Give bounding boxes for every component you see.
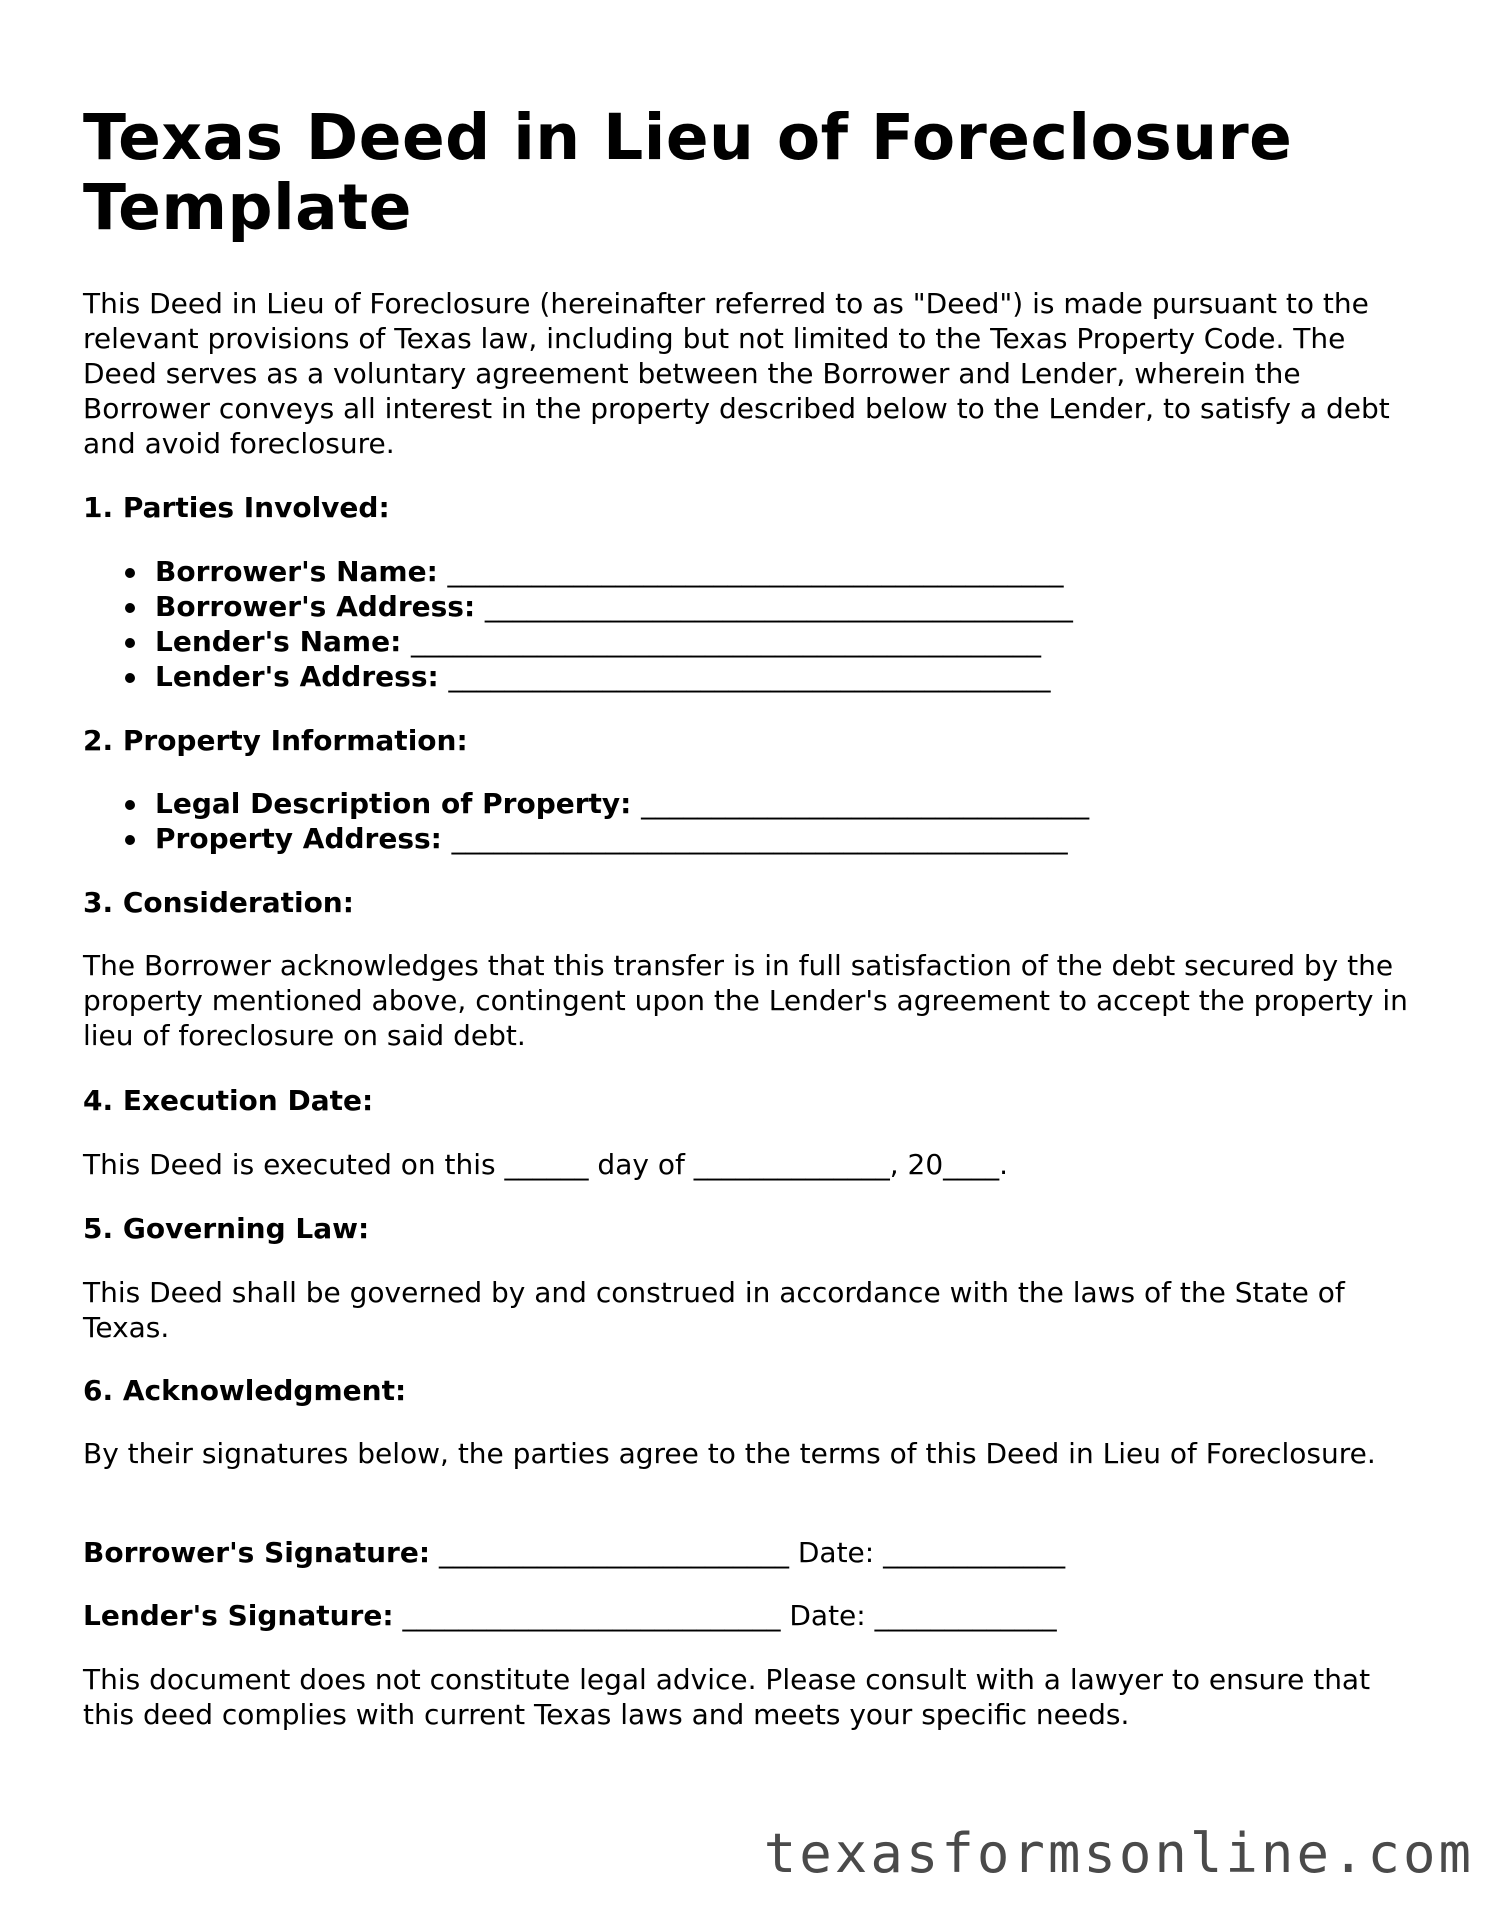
document-title: Texas Deed in Lieu of Foreclosure Template bbox=[83, 101, 1293, 244]
section-heading-consideration: 3. Consideration: bbox=[83, 886, 354, 919]
borrower-address-field bbox=[83, 589, 1413, 624]
disclaimer-paragraph: This document does not constitute legal advice. Please consult with a lawyer to ensure that this deed complies with current Texas laws and meets your specific needs. bbox=[83, 1663, 1371, 1731]
lender-signature-label: Lender's Signature: bbox=[83, 1599, 394, 1632]
section-heading-parties: 1. Parties Involved: bbox=[83, 491, 390, 524]
lender-signature-row bbox=[83, 1598, 1413, 1633]
execution-date-line: This Deed is executed on this ______ day of ______________, 20____. bbox=[83, 1148, 1009, 1181]
field-label: Borrower's Address: bbox=[155, 590, 476, 623]
lender-signature-line: ___________________________ bbox=[402, 1599, 781, 1632]
section-heading-governing-law: 5. Governing Law: bbox=[83, 1212, 370, 1245]
borrower-name-field bbox=[83, 554, 1413, 589]
legal-description-field bbox=[83, 786, 1413, 821]
lender-date-line: _____________ bbox=[874, 1599, 1057, 1632]
section-heading-execution: 4. Execution Date: bbox=[83, 1084, 374, 1117]
borrower-date-line: _____________ bbox=[883, 1536, 1066, 1569]
governing-law-paragraph: This Deed shall be governed by and construed in accordance with the laws of the State of Texas. bbox=[83, 1276, 1345, 1344]
property-address-field bbox=[83, 821, 1413, 856]
borrower-signature-line: _________________________ bbox=[438, 1536, 789, 1569]
borrower-signature-row bbox=[83, 1535, 1413, 1570]
parties-field-list bbox=[83, 554, 1413, 694]
field-label: Lender's Address: bbox=[155, 660, 439, 693]
property-field-list bbox=[83, 786, 1413, 856]
borrower-date-label: Date: bbox=[797, 1536, 875, 1569]
field-label: Legal Description of Property: bbox=[155, 787, 632, 820]
site-watermark: texasformsonline.com bbox=[763, 1822, 1474, 1885]
consideration-paragraph: The Borrower acknowledges that this transfer is in full satisfaction of the debt secured by the property mentioned above, contingent upon the Lender's agreement to accept the property in lieu of foreclosure on said debt. bbox=[83, 949, 1408, 1052]
fill-in-line: ________________________________ bbox=[641, 787, 1090, 820]
intro-paragraph: This Deed in Lieu of Foreclosure (hereinafter referred to as "Deed") is made pursuant to the relevant provisions of Texas law, including but not limited to the Texas Property Code. The Deed serves as a voluntary agreement between the Borrower and Lender, wherein the Borrower conveys all interest in the property described below to the Lender, to satisfy a debt and avoid foreclosure. bbox=[83, 287, 1390, 460]
section-heading-acknowledgment: 6. Acknowledgment: bbox=[83, 1374, 407, 1407]
field-label: Borrower's Name: bbox=[155, 555, 438, 588]
lender-address-field bbox=[83, 659, 1413, 694]
fill-in-line: _____________________________________________ bbox=[411, 625, 1042, 658]
fill-in-line: ____________________________________________ bbox=[451, 822, 1068, 855]
section-heading-property: 2. Property Information: bbox=[83, 724, 468, 757]
fill-in-line: __________________________________________ bbox=[484, 590, 1073, 623]
fill-in-line: ___________________________________________ bbox=[448, 660, 1051, 693]
lender-date-label: Date: bbox=[789, 1599, 866, 1632]
field-label: Lender's Name: bbox=[155, 625, 402, 658]
lender-name-field bbox=[83, 624, 1413, 659]
acknowledgment-paragraph: By their signatures below, the parties agree to the terms of this Deed in Lieu of Foreclosure. bbox=[83, 1437, 1376, 1470]
field-label: Property Address: bbox=[155, 822, 442, 855]
fill-in-line: ____________________________________________ bbox=[447, 555, 1064, 588]
borrower-signature-label: Borrower's Signature: bbox=[83, 1536, 431, 1569]
